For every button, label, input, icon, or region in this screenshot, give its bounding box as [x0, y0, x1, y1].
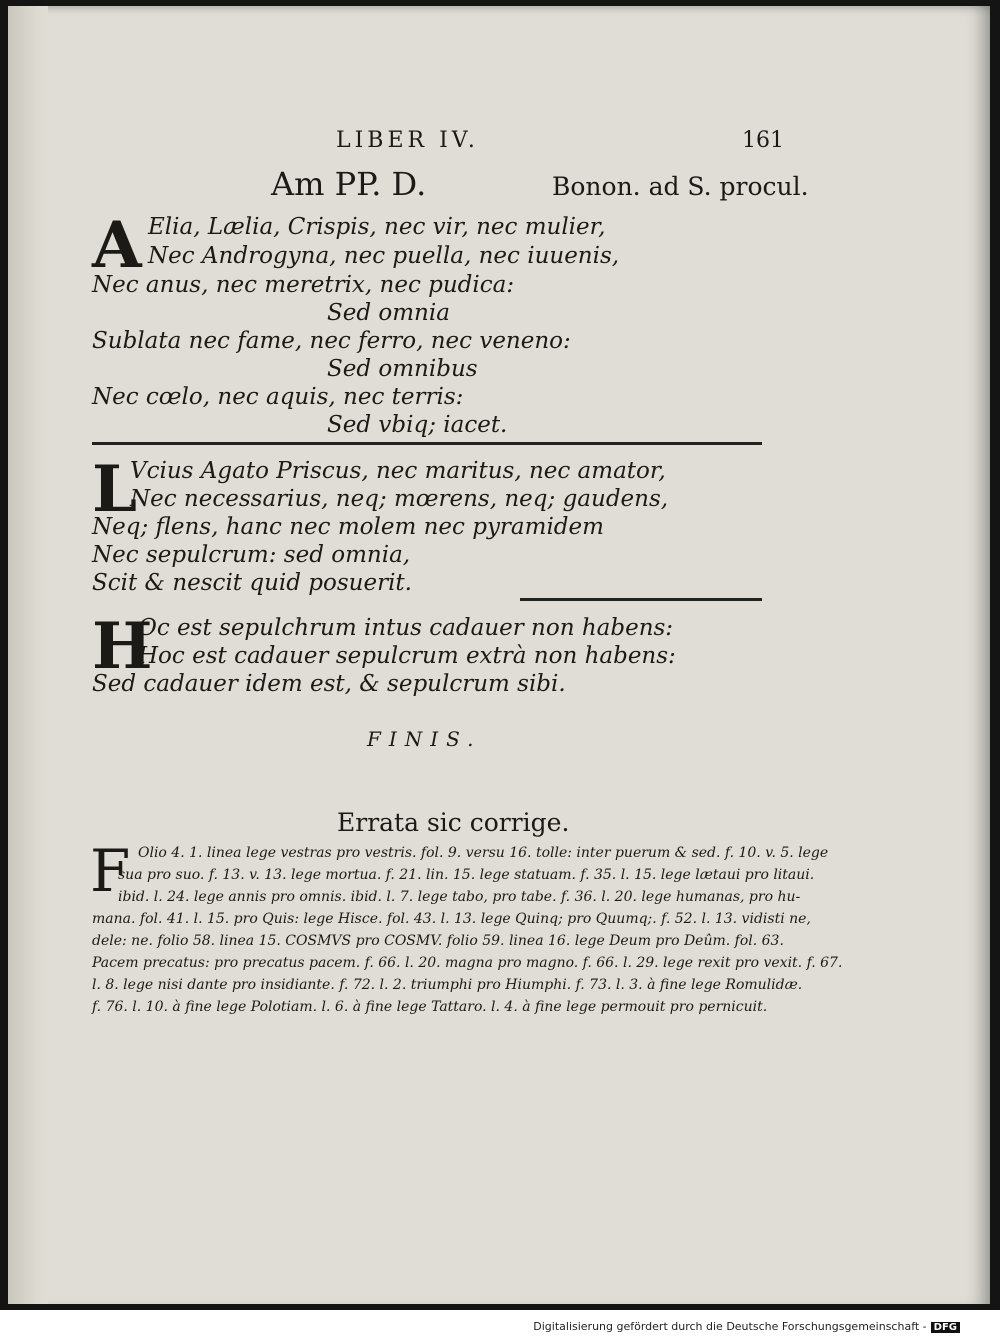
dropcap-l: L	[92, 452, 137, 527]
finis: FINIS.	[367, 727, 482, 751]
digitization-credit	[533, 1320, 960, 1333]
errata-line: Olio 4. 1. linea lege vestras pro vestris. fol. 9. versu 16. tolle: inter puerum & sed. f. 10. v. 5. lege	[138, 845, 829, 861]
verse-line: Vcius Agato Priscus, nec maritus, nec amator,	[130, 458, 666, 484]
errata-line: mana. fol. 41. l. 15. pro Quis: lege Hisce. fol. 43. l. 13. lege Quinq; pro Quumq;. f. 52. l. 13. vidisti ne,	[92, 911, 811, 927]
errata-line: dele: ne. folio 58. linea 15. COSMVS pro COSMV. folio 59. linea 16. lege Deum pro Deûm. fol. 63.	[92, 933, 784, 949]
errata-line: sua pro suo. f. 13. v. 13. lege mortua. f. 21. lin. 15. lege statuam. f. 35. l. 15. lege lætaui pro litaui.	[118, 867, 815, 883]
verse-line: Nec necessarius, neq; mœrens, neq; gaudens,	[130, 486, 669, 512]
verse-line: Nec sepulcrum: sed omnia,	[92, 542, 411, 568]
epitaph-heading: Am PP. D.	[271, 165, 427, 203]
page-number: 161	[742, 128, 784, 153]
epitaph-location: Bonon. ad S. procul.	[552, 172, 809, 201]
section-rule	[520, 598, 762, 601]
dfg-logo: DFG	[931, 1322, 960, 1333]
verse-line: Sed vbiq; iacet.	[327, 412, 508, 438]
verse-line: Sed omnibus	[327, 356, 478, 382]
errata-line: f. 76. l. 10. à fine lege Polotiam. l. 6. à fine lege Tattaro. l. 4. à fine lege permouit pro pernicuit.	[92, 999, 768, 1015]
verse-line: Scit & nescit quid posuerit.	[92, 570, 412, 596]
verse-line: Nec anus, nec meretrix, nec pudica:	[92, 272, 515, 298]
verse-line: Sed omnia	[327, 300, 450, 326]
credit-text: Digitalisierung gefördert durch die Deutsche Forschungsgemeinschaft -	[533, 1320, 927, 1333]
dropcap-f: F	[90, 837, 131, 905]
verse-line: Nec Androgyna, nec puella, nec iuuenis,	[148, 243, 620, 269]
verse-line: Sed cadauer idem est, & sepulcrum sibi.	[92, 671, 566, 697]
dropcap-a: A	[92, 208, 142, 283]
dropcap-h: H	[92, 609, 153, 684]
verse-line: Sublata nec fame, nec ferro, nec veneno:	[92, 328, 571, 354]
errata-line: ibid. l. 24. lege annis pro omnis. ibid. l. 7. lege tabo, pro tabe. f. 36. l. 20. lege humanas, pro hu-	[118, 889, 801, 905]
errata-line: l. 8. lege nisi dante pro insidiante. f. 72. l. 2. triumphi pro Hiumphi. f. 73. l. 3. à fine lege Romulidæ.	[92, 977, 803, 993]
errata-line: Pacem precatus: pro precatus pacem. f. 66. l. 20. magna pro magno. f. 66. l. 29. lege rexit pro vexit. f. 67.	[92, 955, 843, 971]
verse-line: Neq; flens, hanc nec molem nec pyramidem	[92, 514, 604, 540]
page-spine-shadow	[8, 6, 48, 1304]
section-rule	[92, 442, 762, 445]
verse-line: Oc est sepulchrum intus cadauer non habens:	[138, 615, 674, 641]
verse-line: Nec cœlo, nec aquis, nec terris:	[92, 384, 464, 410]
verse-line: Elia, Lælia, Crispis, nec vir, nec mulier,	[148, 214, 606, 240]
verse-line: Hoc est cadauer sepulcrum extrà non habens:	[138, 643, 676, 669]
errata-title: Errata sic corrige.	[337, 808, 570, 837]
running-head: LIBER IV.	[336, 128, 479, 153]
